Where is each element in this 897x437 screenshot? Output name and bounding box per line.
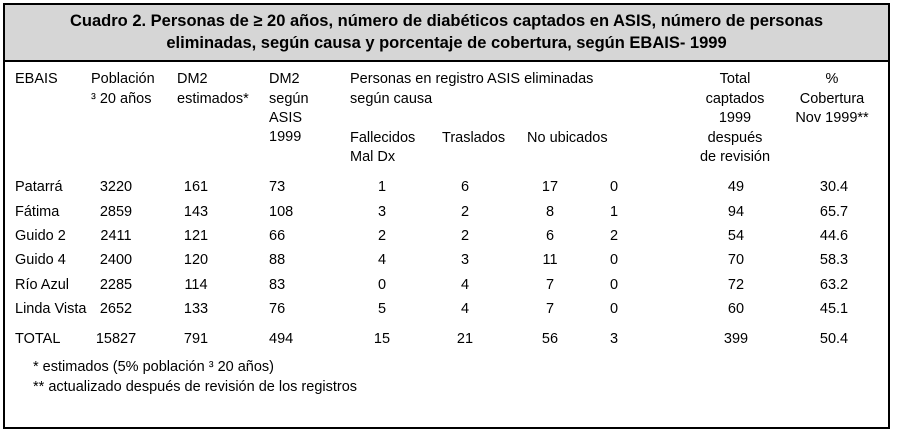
note-estimados: * estimados (5% población ³ 20 años) [33, 359, 274, 375]
cell-ebais: Guido 4 [15, 252, 66, 268]
cell-poblacion: 3220 [99, 179, 133, 195]
header-ebais: EBAIS [15, 71, 58, 87]
cell-total: 54 [727, 228, 745, 244]
title-line-1: Cuadro 2. Personas de ≥ 20 años, número de diabéticos captados en ASIS, número de personas [70, 12, 823, 30]
header-dm2-est-2: estimados* [177, 91, 249, 107]
title-line-2: eliminadas, según causa y porcentaje de cobertura, según EBAIS- 1999 [166, 34, 727, 52]
cell-total: 94 [727, 204, 745, 220]
header-total-3: 1999 [718, 110, 752, 126]
note-actualizado: ** actualizado después de revisión de los registros [33, 379, 358, 395]
cell-dm2-est: 133 [183, 301, 209, 317]
cell-cobertura: 44.6 [819, 228, 849, 244]
cell-cobertura: 30.4 [819, 179, 849, 195]
header-cobertura-1: % [825, 71, 839, 87]
cell-ebais: Patarrá [15, 179, 63, 195]
cell-total: 72 [727, 277, 745, 293]
cell-mal-dx: 0 [609, 277, 619, 293]
cell-cobertura: 45.1 [819, 301, 849, 317]
cell-dm2-asis: 88 [269, 252, 286, 268]
cell-no-ubicados: 11 [542, 252, 558, 268]
cell-dm2-est: 121 [183, 228, 209, 244]
cell-total: 60 [727, 301, 745, 317]
cell-poblacion: 15827 [95, 331, 137, 347]
cell-mal-dx: 0 [609, 252, 619, 268]
cell-fallecidos: 3 [377, 204, 387, 220]
cell-fallecidos: 5 [377, 301, 387, 317]
cell-mal-dx: 1 [609, 204, 619, 220]
cell-total: 70 [727, 252, 745, 268]
header-dm2-est-1: DM2 [177, 71, 208, 87]
cell-traslados: 2 [460, 228, 470, 244]
cell-ebais: Linda Vista [15, 301, 87, 317]
cell-poblacion: 2411 [100, 228, 132, 244]
cell-cobertura: 50.4 [819, 331, 849, 347]
cell-cobertura: 58.3 [819, 252, 849, 268]
header-dm2-asis-4: 1999 [269, 129, 302, 145]
cell-mal-dx: 2 [609, 228, 619, 244]
table-title [5, 5, 888, 62]
cell-dm2-asis: 108 [269, 204, 294, 220]
cell-traslados: 21 [456, 331, 474, 347]
cell-dm2-est: 114 [184, 277, 208, 293]
header-cobertura-3: Nov 1999** [795, 110, 869, 126]
cell-mal-dx: 3 [609, 331, 619, 347]
header-registro-1: Personas en registro ASIS eliminadas [350, 71, 594, 87]
cell-fallecidos: 2 [377, 228, 387, 244]
cell-dm2-est: 161 [183, 179, 209, 195]
header-registro-2: según causa [350, 91, 433, 107]
cell-no-ubicados: 7 [545, 277, 555, 293]
cell-poblacion: 2400 [99, 252, 133, 268]
cell-no-ubicados: 7 [545, 301, 555, 317]
cell-ebais: Río Azul [15, 277, 69, 293]
header-poblacion-1: Población [91, 71, 155, 87]
cell-poblacion: 2652 [99, 301, 133, 317]
header-total-2: captados [705, 91, 765, 107]
cell-poblacion: 2285 [99, 277, 133, 293]
header-dm2-asis-1: DM2 [269, 71, 300, 87]
cell-no-ubicados: 56 [541, 331, 559, 347]
cell-cobertura: 65.7 [819, 204, 849, 220]
cell-dm2-asis: 66 [269, 228, 286, 244]
header-dm2-asis-3: ASIS [269, 110, 303, 126]
cell-fallecidos: 4 [377, 252, 387, 268]
cell-traslados: 6 [460, 179, 470, 195]
cell-dm2-asis: 76 [269, 301, 286, 317]
cell-traslados: 4 [460, 277, 470, 293]
cell-no-ubicados: 6 [545, 228, 555, 244]
cell-fallecidos: 0 [377, 277, 387, 293]
header-no-ubicados: No ubicados [527, 130, 608, 146]
cell-fallecidos: 15 [373, 331, 391, 347]
cell-ebais: TOTAL [15, 331, 61, 347]
header-poblacion-2: ³ 20 años [91, 91, 152, 107]
cell-mal-dx: 0 [609, 301, 619, 317]
cell-total: 49 [727, 179, 745, 195]
cell-dm2-est: 143 [183, 204, 209, 220]
cell-ebais: Guido 2 [15, 228, 66, 244]
cell-ebais: Fátima [15, 204, 60, 220]
header-cobertura-2: Cobertura [799, 91, 865, 107]
cell-dm2-est: 791 [183, 331, 209, 347]
cell-total: 399 [723, 331, 749, 347]
cell-traslados: 4 [460, 301, 470, 317]
cell-dm2-asis: 494 [269, 331, 294, 347]
cell-fallecidos: 1 [377, 179, 387, 195]
cell-traslados: 3 [460, 252, 470, 268]
header-traslados: Traslados [442, 130, 506, 146]
cell-no-ubicados: 17 [541, 179, 559, 195]
cell-cobertura: 63.2 [819, 277, 849, 293]
header-total-4: después [707, 130, 763, 146]
cell-dm2-asis: 73 [269, 179, 286, 195]
header-fallecidos-2: Mal Dx [350, 149, 396, 165]
cell-traslados: 2 [460, 204, 470, 220]
header-total-1: Total [719, 71, 751, 87]
cell-mal-dx: 0 [609, 179, 619, 195]
header-dm2-asis-2: según [269, 91, 309, 107]
cell-dm2-est: 120 [183, 252, 209, 268]
header-fallecidos-1: Fallecidos [350, 130, 416, 146]
cell-dm2-asis: 83 [269, 277, 286, 293]
cell-no-ubicados: 8 [545, 204, 555, 220]
cell-poblacion: 2859 [99, 204, 133, 220]
header-total-5: de revisión [699, 149, 771, 165]
